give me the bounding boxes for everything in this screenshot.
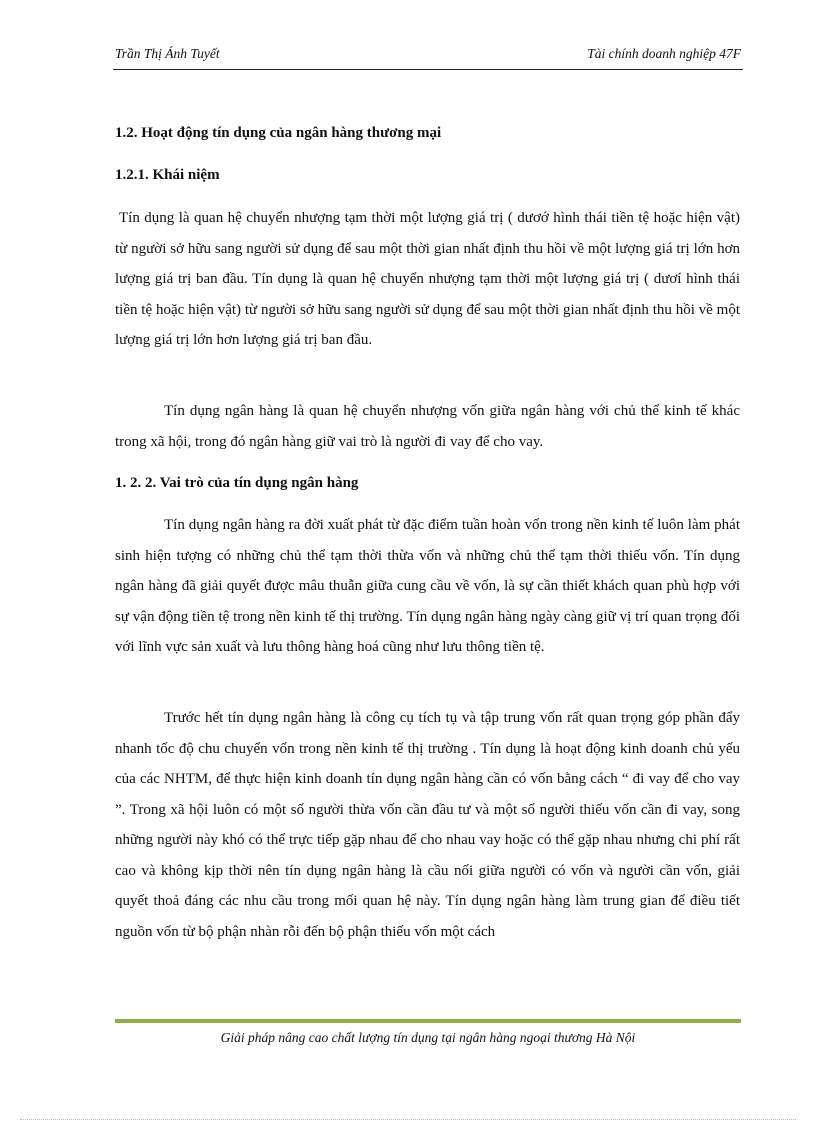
paragraph-role-tool: Trước hết tín dụng ngân hàng là công cụ tích tụ và tập trung vốn rất quan trọng góp phần đẩy nhanh tốc độ chu chuyển vốn trong nền kinh tế thị trường . Tín dụng là hoạt động kinh doanh chủ yếu của các NHTM, để thực hiện kinh doanh tín dụng ngân hàng cần có vốn bằng cách “ đi vay để cho vay ”. Trong xã hội luôn có một số người thừa vốn cần đầu tư và một số người thiếu vốn cần đi vay, song những người này khó có thể trực tiếp gặp nhau để cho nhau vay hoặc có thể gặp nhau nhưng chi phí rất cao và không kịp thời nên tín dụng ngân hàng là cầu nối giữa người có vốn và người cần vốn, giải quyết thoả đáng các nhu cầu trong mối quan hệ này. Tín dụng ngân hàng làm trung gian để điều tiết nguồn vốn từ bộ phận nhàn rỗi đến bộ phận thiếu vốn một cách: [115, 710, 740, 940]
paragraph-definition-credit: Tín dụng là quan hệ chuyển nhượng tạm thời một lượng giá trị ( dươớ hình thái tiền tệ hoặc hiện vật) từ người sở hữu sang người sử dụng để sau một thời gian nhất định thu hồi về một lượng giá trị lớn hơn lượng giá trị ban đầu. Tín dụng là quan hệ chuyển nhượng tạm thời một lượng giá trị ( dươí hình thái tiền tệ hoặc hiện vật) từ người sở hữu sang người sử dụng để sau một thời gian nhất định thu hồi về một lượng giá trị lớn hơn lượng giá trị ban đầu.: [115, 210, 740, 348]
header-course: Tài chính doanh nghiệp 47F: [587, 46, 741, 61]
section-heading-1-2-1: 1.2.1. Khái niệm: [115, 167, 220, 183]
paragraph-role-origin: Tín dụng ngân hàng ra đời xuất phát từ đặc điểm tuần hoàn vốn trong nền kinh tế luôn làm phát sinh hiện tượng có những chủ thể tạm thời thừa vốn và những chủ thể tạm thời thiếu vốn. Tín dụng ngân hàng đã giải quyết được mâu thuẫn giữa cung cầu về vốn, là sự cần thiết khách quan phù hợp với sự vận động tiền tệ trong nền kinh tế thị trường. Tín dụng ngân hàng ngày càng giữ vị trí quan trọng đối với lĩnh vực sản xuất và lưu thông hàng hoá cũng như lưu thông tiền tệ.: [115, 517, 740, 655]
page-footer: Giải pháp nâng cao chất lượng tín dụng tại ngân hàng ngoại thương Hà Nội: [220, 1030, 636, 1045]
page-bottom-border: [20, 1119, 796, 1120]
header-rule: [113, 69, 743, 70]
section-heading-1-2: 1.2. Hoạt động tín dụng của ngân hàng thương mại: [115, 125, 442, 141]
paragraph-bank-credit: Tín dụng ngân hàng là quan hệ chuyển nhượng vốn giữa ngân hàng với chủ thể kinh tế khác trong xã hội, trong đó ngân hàng giữ vai trò là người đi vay để cho vay.: [115, 403, 740, 450]
section-heading-1-2-2: 1. 2. 2. Vai trò của tín dụng ngân hàng: [115, 475, 359, 491]
footer-rule: [115, 1019, 741, 1023]
header-author: Trần Thị Ánh Tuyết: [115, 46, 220, 61]
page-header: [115, 46, 741, 70]
